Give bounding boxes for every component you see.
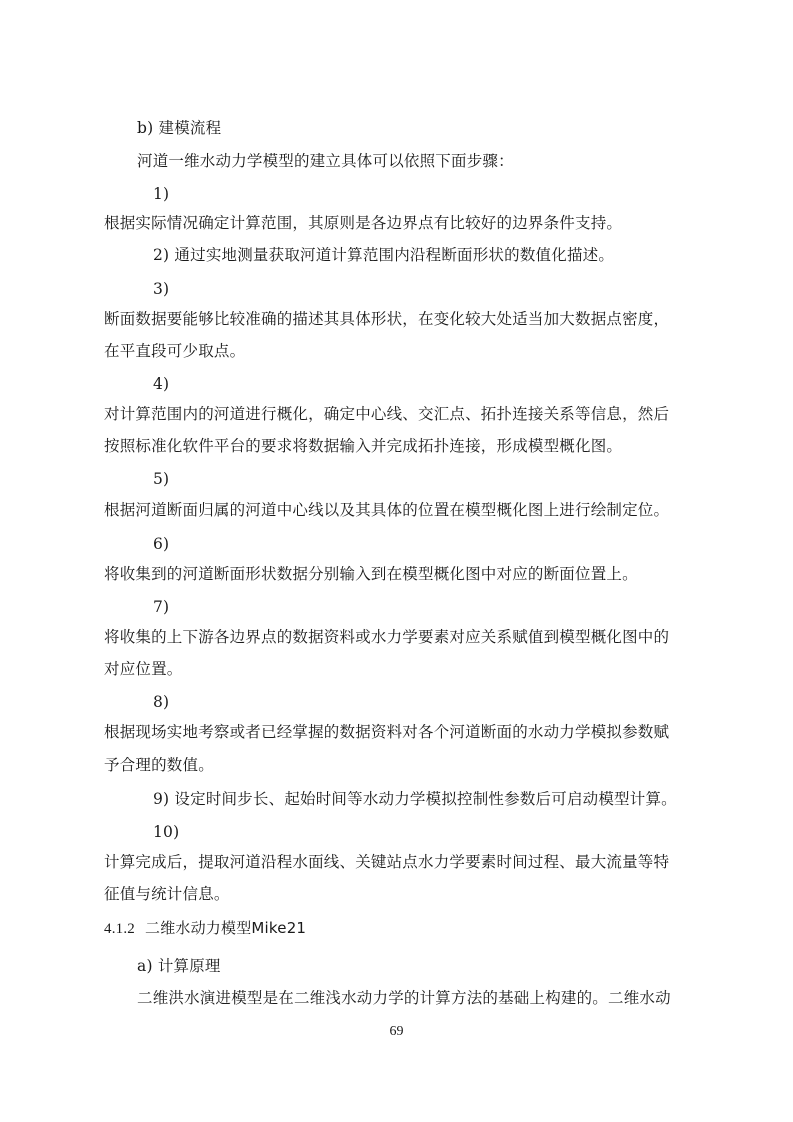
- last-paragraph-line: 二维洪水演进模型是在二维浅水动力学的计算方法的基础上构建的。二维水动: [137, 989, 671, 1007]
- step-2-text: 2) 通过实地测量获取河道计算范围内沿程断面形状的数值化描述。: [153, 246, 615, 264]
- step-4-text-line2: 按照标准化软件平台的要求将数据输入并完成拓扑连接，形成模型概化图。: [104, 437, 623, 455]
- step-3-text-line2: 在平直段可少取点。: [104, 342, 246, 360]
- step-10-number: 10): [153, 823, 180, 841]
- step-4-text-line1: 对计算范围内的河道进行概化，确定中心线、交汇点、拓扑连接关系等信息，然后: [104, 405, 670, 423]
- section-number: 4.1.2: [104, 921, 135, 937]
- step-1-text: 根据实际情况确定计算范围，其原则是各边界点有比较好的边界条件支持。: [104, 214, 623, 232]
- step-7-text-line1: 将收集的上下游各边界点的数据资料或水力学要素对应关系赋值到模型概化图中的: [104, 628, 670, 646]
- step-3-text-line1: 断面数据要能够比较准确的描述其具体形状，在变化较大处适当加大数据点密度，: [104, 310, 670, 328]
- step-1-number: 1): [153, 185, 170, 203]
- step-10-text-line1: 计算完成后，提取河道沿程水面线、关键站点水力学要素时间过程、最大流量等特: [104, 853, 670, 871]
- step-10-text-line2: 征值与统计信息。: [104, 885, 230, 903]
- step-6-text: 将收集到的河道断面形状数据分别输入到在模型概化图中对应的断面位置上。: [104, 565, 638, 583]
- step-3-number: 3): [153, 280, 170, 298]
- step-4-number: 4): [153, 375, 170, 393]
- step-5-text: 根据河道断面归属的河道中心线以及其具体的位置在模型概化图上进行绘制定位。: [104, 501, 670, 519]
- intro-paragraph: 河道一维水动力学模型的建立具体可以依照下面步骤：: [137, 152, 514, 170]
- step-7-text-line2: 对应位置。: [104, 660, 183, 678]
- step-8-text-line2: 予合理的数值。: [104, 756, 214, 774]
- step-5-number: 5): [153, 470, 170, 488]
- section-title: 二维水动力模型Mike21: [145, 919, 307, 937]
- step-6-number: 6): [153, 535, 170, 553]
- step-8-text-line1: 根据现场实地考察或者已经掌握的数据资料对各个河道断面的水动力学模拟参数赋: [104, 723, 670, 741]
- step-8-number: 8): [153, 693, 170, 711]
- section-heading: [104, 918, 306, 939]
- subheading-modeling-process: b) 建模流程: [137, 119, 222, 137]
- step-9-text: 9) 设定时间步长、起始时间等水动力学模拟控制性参数后可启动模型计算。: [153, 790, 677, 808]
- step-7-number: 7): [153, 598, 170, 616]
- page-number: 69: [389, 1024, 404, 1039]
- subheading-calculation-principle: a) 计算原理: [137, 957, 221, 975]
